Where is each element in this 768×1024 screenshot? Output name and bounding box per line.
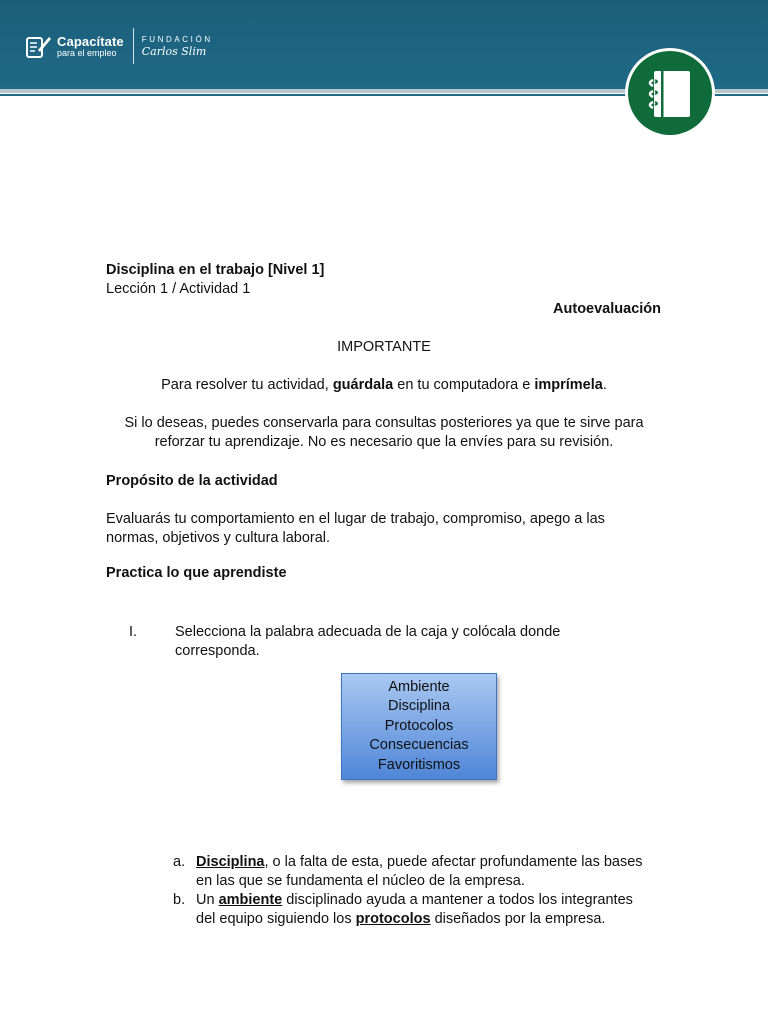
practice-heading: Practica lo que aprendiste <box>106 565 287 581</box>
save-text-middle: en tu computadora e <box>393 377 535 393</box>
purpose-line-2: normas, objetivos y cultura laboral. <box>106 530 331 546</box>
item-b-text-line2: del equipo siguiendo los <box>196 911 356 927</box>
item-a-label: a. <box>173 854 186 870</box>
notebook-icon <box>624 47 716 139</box>
fundacion-logo <box>142 36 213 57</box>
word-box-item: Protocolos <box>384 717 454 734</box>
note-line-2: reforzar tu aprendizaje. No es necesario que la envíes para su revisión. <box>154 434 614 450</box>
foundation-label: FUNDACIÓN <box>141 34 213 44</box>
item-a-answer: Disciplina <box>196 854 265 870</box>
purpose-line-1: Evaluarás tu comportamiento en el lugar de trabajo, compromiso, apego a las <box>106 511 605 527</box>
activity-type: Autoevaluación <box>553 301 661 317</box>
save-text-end: . <box>602 377 607 393</box>
item-b-text-start: Un <box>196 892 219 908</box>
document-title: Disciplina en el trabajo [Nivel 1] <box>106 262 325 278</box>
instruction-line-1: Selecciona la palabra adecuada de la caja y colócala donde <box>175 624 561 640</box>
foundation-signature: Carlos Slim <box>141 44 207 58</box>
print-keyword: imprímela <box>534 377 603 393</box>
item-a-line-1 <box>196 853 643 872</box>
important-heading: IMPORTANTE <box>337 339 431 355</box>
brand-name: Capacítate <box>57 33 124 49</box>
item-a-line-2: en las que se fundamenta el núcleo de la empresa. <box>196 873 525 889</box>
instruction-number: I. <box>129 624 138 640</box>
save-text-start: Para resolver tu actividad, <box>161 377 333 393</box>
item-b-line-1 <box>196 891 633 910</box>
word-box <box>341 673 497 780</box>
item-b-answer-1: ambiente <box>218 892 283 908</box>
item-b-text: disciplinado ayuda a mantener a todos los integrantes <box>282 892 633 908</box>
save-keyword: guárdala <box>332 377 394 393</box>
word-box-item: Disciplina <box>387 698 451 715</box>
logo-separator <box>133 28 134 64</box>
lesson-label: Lección 1 / Actividad 1 <box>106 281 251 297</box>
item-b-line-2 <box>196 910 605 929</box>
capacitate-logo <box>24 26 213 66</box>
pencil-notepad-icon <box>24 32 52 60</box>
item-b-label: b. <box>173 892 186 908</box>
note-line-1: Si lo deseas, puedes conservarla para consultas posteriores ya que te sirve para <box>124 415 644 431</box>
item-b-answer-2: protocolos <box>355 911 431 927</box>
item-a-text: , o la falta de esta, puede afectar profundamente las bases <box>264 854 643 870</box>
word-box-item: Consecuencias <box>369 737 469 754</box>
item-b-text-end: diseñados por la empresa. <box>430 911 606 927</box>
purpose-heading: Propósito de la actividad <box>106 473 278 489</box>
word-box-item: Ambiente <box>388 678 450 695</box>
brand-tagline: para el empleo <box>57 47 117 58</box>
save-instruction <box>0 376 768 395</box>
instruction-line-2: corresponda. <box>175 643 260 659</box>
word-box-item: Favoritismos <box>377 756 461 773</box>
